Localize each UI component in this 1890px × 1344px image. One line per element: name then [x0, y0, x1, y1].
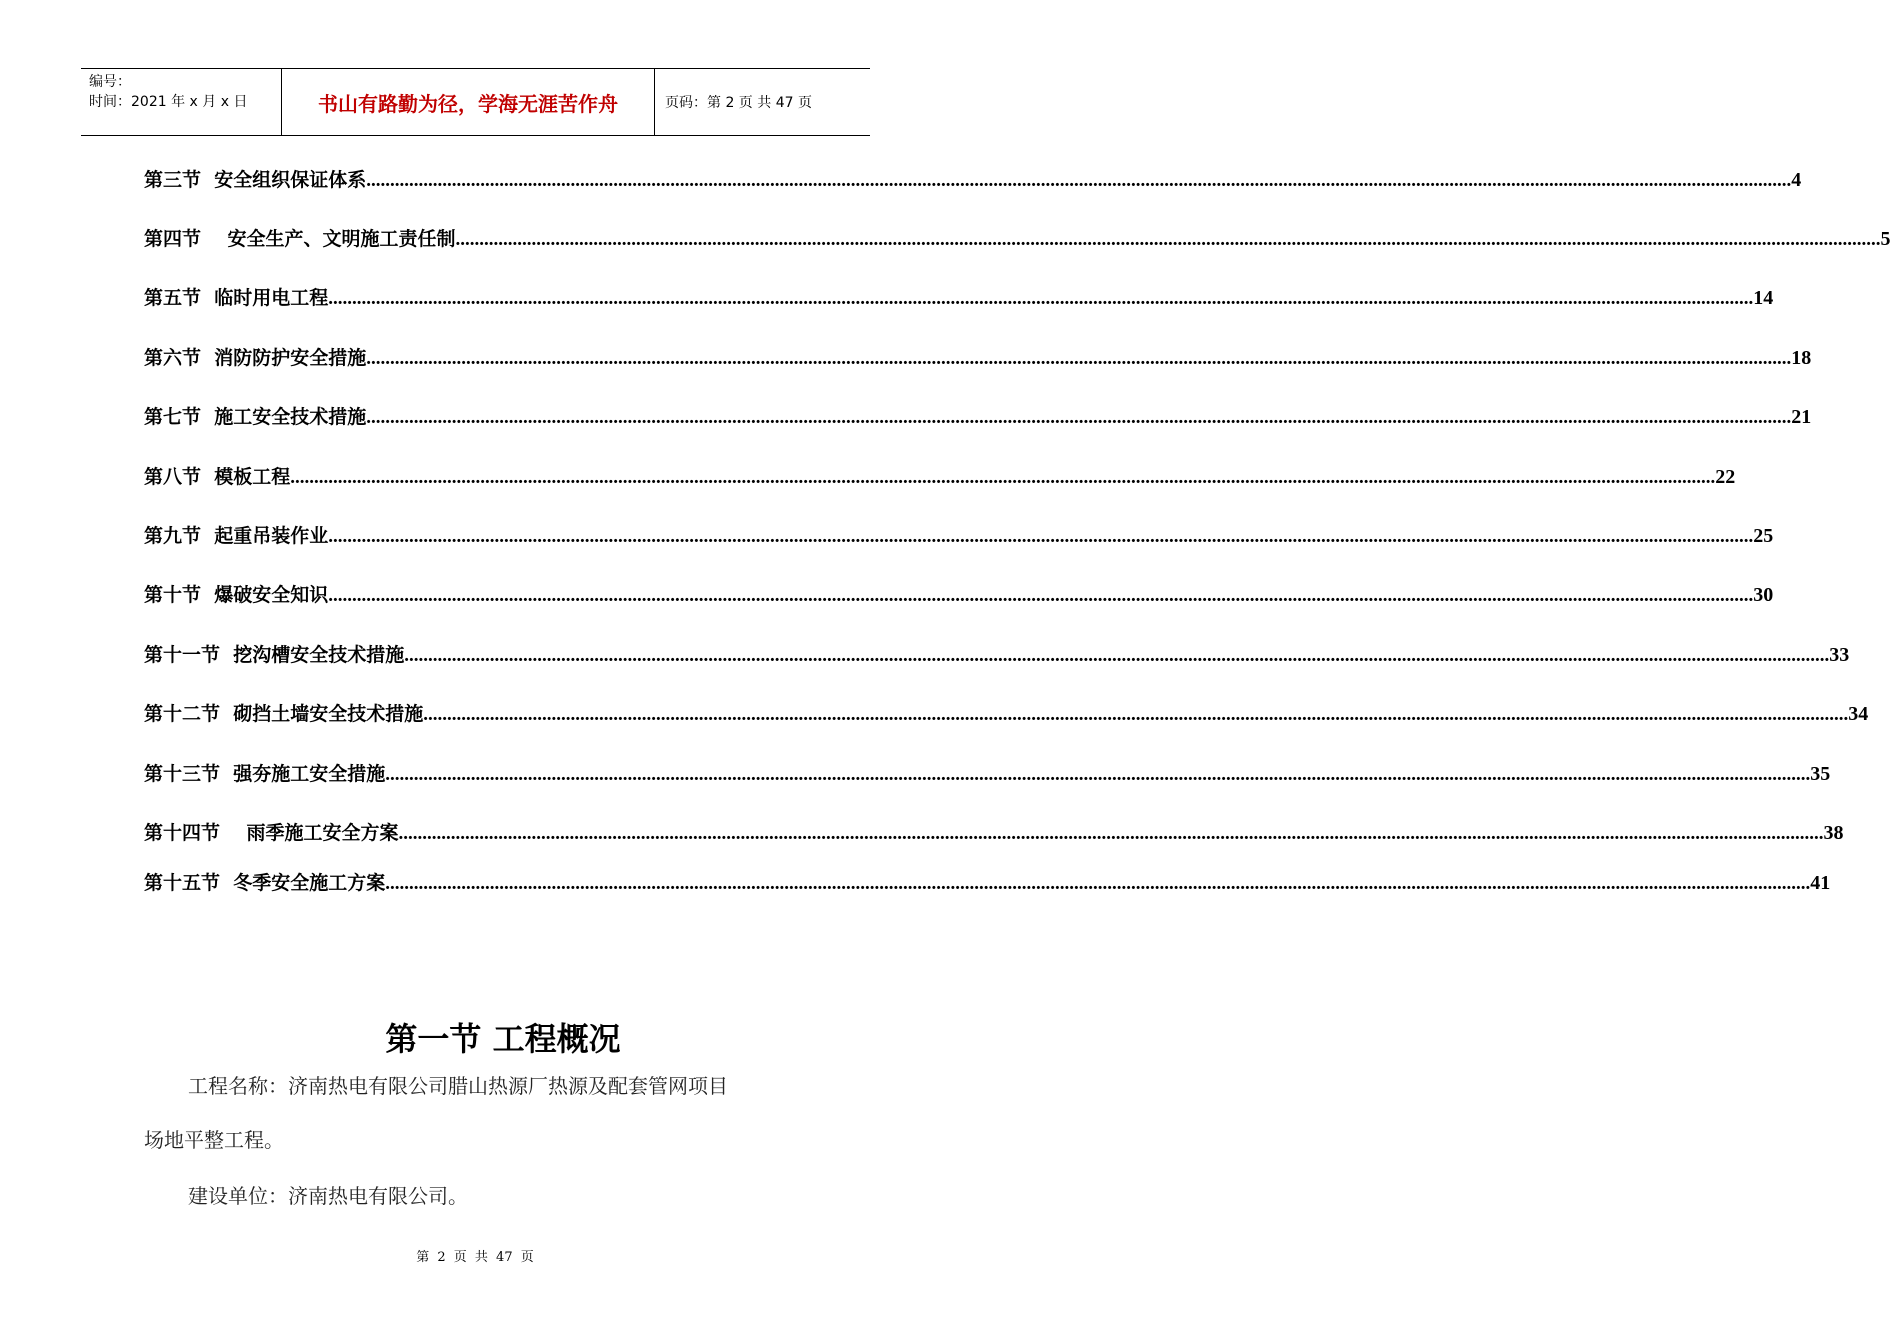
toc-entry-page: 21	[1791, 406, 1812, 428]
toc-leader-dots: ............................................................................................................................................................................................................................................................................................................	[423, 704, 1849, 725]
header-page-info: 页码：第 2 页 共 47 页	[665, 95, 812, 111]
toc-entry[interactable]	[144, 813, 1844, 845]
header-meta	[81, 69, 282, 135]
toc-entry-title: 第四节 安全生产、文明施工责任制	[144, 228, 456, 250]
toc-entry-page: 25	[1753, 525, 1774, 547]
toc-entry[interactable]	[144, 863, 1831, 895]
toc-leader-dots: ............................................................................................................................................................................................................................................................................................................	[328, 288, 1754, 309]
toc-entry-title: 第七节 施工安全技术措施	[144, 406, 367, 428]
toc-entry[interactable]	[144, 397, 1812, 429]
toc-entry-page: 18	[1791, 347, 1812, 369]
page-footer: 第 2 页 共 47 页	[416, 1250, 534, 1265]
toc-leader-dots: ............................................................................................................................................................................................................................................................................................................	[366, 348, 1792, 369]
toc-leader-dots: ............................................................................................................................................................................................................................................................................................................	[328, 526, 1754, 547]
toc-entry-title: 第十四节 雨季施工安全方案	[144, 822, 399, 844]
toc-entry[interactable]	[144, 338, 1812, 370]
page-header	[81, 68, 870, 136]
toc-entry-title: 第五节 临时用电工程	[144, 287, 329, 309]
toc-entry[interactable]	[144, 160, 1802, 192]
toc-entry-page: 41	[1810, 872, 1831, 894]
toc-entry-title: 第十五节 冬季安全施工方案	[144, 872, 386, 894]
toc-leader-dots: ............................................................................................................................................................................................................................................................................................................	[385, 764, 1811, 785]
toc-leader-dots: ............................................................................................................................................................................................................................................................................................................	[366, 407, 1792, 428]
toc-leader-dots: ............................................................................................................................................................................................................................................................................................................	[290, 467, 1716, 488]
toc-entry[interactable]	[144, 219, 1890, 251]
toc-entry-title: 第十三节 强夯施工安全措施	[144, 763, 386, 785]
paragraph-builder: 建设单位：济南热电有限公司。	[188, 1184, 468, 1208]
toc-entry[interactable]	[144, 575, 1774, 607]
toc-entry-title: 第九节 起重吊装作业	[144, 525, 329, 547]
toc-entry-title: 第三节 安全组织保证体系	[144, 169, 367, 191]
toc-leader-dots: ............................................................................................................................................................................................................................................................................................................	[398, 823, 1824, 844]
paragraph-project-name-cont: 场地平整工程。	[144, 1128, 284, 1152]
number-label: 编号：	[89, 74, 131, 90]
header-motto: 书山有路勤为径，学海无涯苦作舟	[282, 69, 655, 135]
toc-entry-page: 30	[1753, 584, 1774, 606]
toc-entry-page: 34	[1848, 703, 1869, 725]
toc-entry[interactable]	[144, 278, 1774, 310]
toc-entry-page: 5	[1880, 228, 1890, 250]
toc-leader-dots: ............................................................................................................................................................................................................................................................................................................	[328, 585, 1754, 606]
toc-entry[interactable]	[144, 754, 1831, 786]
toc-leader-dots: ............................................................................................................................................................................................................................................................................................................	[404, 645, 1830, 666]
toc-entry-page: 33	[1829, 644, 1850, 666]
toc-entry-title: 第十一节 挖沟槽安全技术措施	[144, 644, 405, 666]
toc-entry-page: 4	[1791, 169, 1802, 191]
toc-entry[interactable]	[144, 516, 1774, 548]
time-label: 时间：2021 年 x 月 x 日	[89, 94, 248, 110]
toc-entry-page: 22	[1715, 466, 1736, 488]
toc-entry-title: 第六节 消防防护安全措施	[144, 347, 367, 369]
toc-leader-dots: ............................................................................................................................................................................................................................................................................................................	[385, 873, 1811, 894]
toc-entry-page: 35	[1810, 763, 1831, 785]
toc-entry[interactable]	[144, 635, 1850, 667]
toc-leader-dots: ............................................................................................................................................................................................................................................................................................................	[455, 229, 1881, 250]
section-heading: 第一节 工程概况	[385, 1020, 621, 1058]
paragraph-project-name: 工程名称：济南热电有限公司腊山热源厂热源及配套管网项目	[188, 1074, 728, 1098]
toc-entry-page: 14	[1753, 287, 1774, 309]
toc-entry[interactable]	[144, 694, 1869, 726]
toc-entry-title: 第十节 爆破安全知识	[144, 584, 329, 606]
toc-entry-title: 第十二节 砌挡土墙安全技术措施	[144, 703, 424, 725]
toc-entry-page: 38	[1823, 822, 1844, 844]
toc-leader-dots: ............................................................................................................................................................................................................................................................................................................	[366, 170, 1792, 191]
toc-entry[interactable]	[144, 457, 1736, 489]
toc-entry-title: 第八节 模板工程	[144, 466, 291, 488]
